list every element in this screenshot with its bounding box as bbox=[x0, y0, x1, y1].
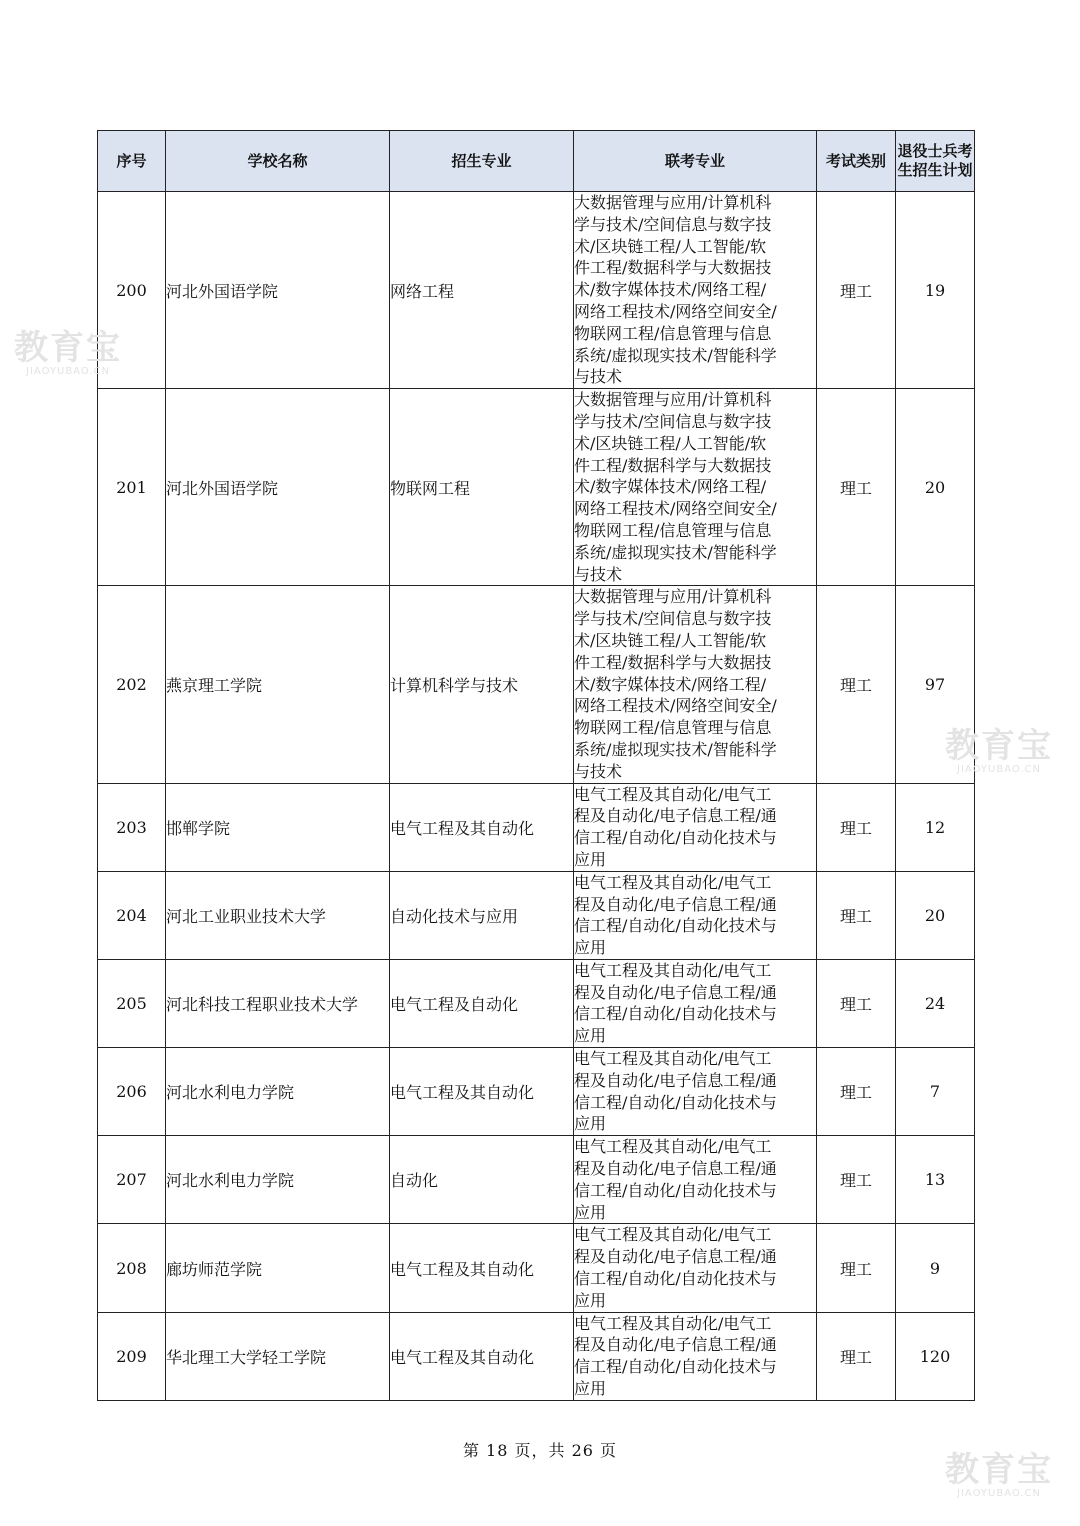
table-header-row bbox=[98, 131, 975, 192]
cell-school: 河北外国语学院 bbox=[166, 389, 390, 586]
cell-index: 203 bbox=[98, 783, 166, 871]
table-row bbox=[98, 959, 975, 1047]
watermark-domain: JIAOYUBAO.CN bbox=[957, 764, 1041, 775]
watermark-logo bbox=[945, 1452, 1053, 1499]
cell-major: 计算机科学与技术 bbox=[390, 586, 574, 783]
cell-category: 理工 bbox=[817, 1048, 896, 1136]
cell-major: 电气工程及其自动化 bbox=[390, 1224, 574, 1312]
page-footer: 第 18 页，共 26 页 bbox=[462, 1441, 618, 1460]
cell-category: 理工 bbox=[817, 1136, 896, 1224]
cell-plan: 24 bbox=[896, 959, 975, 1047]
table-row bbox=[98, 783, 975, 871]
header-school: 学校名称 bbox=[166, 131, 390, 192]
cell-category: 理工 bbox=[817, 586, 896, 783]
cell-category: 理工 bbox=[817, 959, 896, 1047]
cell-index: 200 bbox=[98, 192, 166, 389]
cell-exam-major: 大数据管理与应用/计算机科 学与技术/空间信息与数字技 术/区块链工程/人工智能/软 件工程/数据科学与大数据技 术/数字媒体技术/网络工程/ 网络工程技术/网络空间安全/ 物联网工程/信息管理与信息 系统/虚拟现实技术/智能科学 与技术 bbox=[574, 192, 817, 389]
cell-school: 河北科技工程职业技术大学 bbox=[166, 959, 390, 1047]
cell-plan: 120 bbox=[896, 1312, 975, 1400]
cell-index: 205 bbox=[98, 959, 166, 1047]
cell-plan: 19 bbox=[896, 192, 975, 389]
table-row bbox=[98, 1136, 975, 1224]
header-exam-major: 联考专业 bbox=[574, 131, 817, 192]
cell-school: 河北水利电力学院 bbox=[166, 1136, 390, 1224]
watermark-text: 教育宝 bbox=[945, 1450, 1053, 1490]
header-plan: 退役士兵考生招生计划 bbox=[896, 131, 975, 192]
cell-school: 河北工业职业技术大学 bbox=[166, 871, 390, 959]
table-row bbox=[98, 871, 975, 959]
table-row bbox=[98, 1312, 975, 1400]
cell-exam-major: 电气工程及其自动化/电气工 程及自动化/电子信息工程/通 信工程/自动化/自动化技术与 应用 bbox=[574, 871, 817, 959]
cell-index: 209 bbox=[98, 1312, 166, 1400]
table-row bbox=[98, 1224, 975, 1312]
cell-category: 理工 bbox=[817, 389, 896, 586]
cell-category: 理工 bbox=[817, 192, 896, 389]
cell-category: 理工 bbox=[817, 871, 896, 959]
cell-major: 物联网工程 bbox=[390, 389, 574, 586]
cell-major: 网络工程 bbox=[390, 192, 574, 389]
cell-category: 理工 bbox=[817, 1312, 896, 1400]
cell-plan: 13 bbox=[896, 1136, 975, 1224]
cell-exam-major: 电气工程及其自动化/电气工 程及自动化/电子信息工程/通 信工程/自动化/自动化技术与 应用 bbox=[574, 1312, 817, 1400]
cell-exam-major: 大数据管理与应用/计算机科 学与技术/空间信息与数字技 术/区块链工程/人工智能/软 件工程/数据科学与大数据技 术/数字媒体技术/网络工程/ 网络工程技术/网络空间安全/ 物联网工程/信息管理与信息 系统/虚拟现实技术/智能科学 与技术 bbox=[574, 586, 817, 783]
cell-plan: 12 bbox=[896, 783, 975, 871]
table-row bbox=[98, 389, 975, 586]
table-row bbox=[98, 586, 975, 783]
cell-plan: 7 bbox=[896, 1048, 975, 1136]
cell-index: 204 bbox=[98, 871, 166, 959]
cell-major: 电气工程及其自动化 bbox=[390, 783, 574, 871]
cell-index: 201 bbox=[98, 389, 166, 586]
cell-major: 电气工程及其自动化 bbox=[390, 1048, 574, 1136]
watermark-logo bbox=[14, 330, 122, 377]
cell-school: 河北水利电力学院 bbox=[166, 1048, 390, 1136]
cell-major: 自动化 bbox=[390, 1136, 574, 1224]
cell-school: 燕京理工学院 bbox=[166, 586, 390, 783]
watermark-text: 教育宝 bbox=[14, 328, 122, 368]
header-exam-category: 考试类别 bbox=[817, 131, 896, 192]
enrollment-table bbox=[97, 130, 975, 1401]
watermark-logo bbox=[945, 728, 1053, 775]
cell-school: 河北外国语学院 bbox=[166, 192, 390, 389]
header-major: 招生专业 bbox=[390, 131, 574, 192]
cell-school: 邯郸学院 bbox=[166, 783, 390, 871]
cell-school: 廊坊师范学院 bbox=[166, 1224, 390, 1312]
cell-category: 理工 bbox=[817, 783, 896, 871]
cell-plan: 20 bbox=[896, 389, 975, 586]
watermark-text: 教育宝 bbox=[945, 726, 1053, 766]
cell-index: 207 bbox=[98, 1136, 166, 1224]
cell-major: 电气工程及自动化 bbox=[390, 959, 574, 1047]
cell-exam-major: 电气工程及其自动化/电气工 程及自动化/电子信息工程/通 信工程/自动化/自动化技术与 应用 bbox=[574, 1224, 817, 1312]
cell-index: 206 bbox=[98, 1048, 166, 1136]
cell-exam-major: 电气工程及其自动化/电气工 程及自动化/电子信息工程/通 信工程/自动化/自动化技术与 应用 bbox=[574, 959, 817, 1047]
cell-exam-major: 大数据管理与应用/计算机科 学与技术/空间信息与数字技 术/区块链工程/人工智能/软 件工程/数据科学与大数据技 术/数字媒体技术/网络工程/ 网络工程技术/网络空间安全/ 物联网工程/信息管理与信息 系统/虚拟现实技术/智能科学 与技术 bbox=[574, 389, 817, 586]
cell-plan: 9 bbox=[896, 1224, 975, 1312]
cell-index: 202 bbox=[98, 586, 166, 783]
cell-exam-major: 电气工程及其自动化/电气工 程及自动化/电子信息工程/通 信工程/自动化/自动化技术与 应用 bbox=[574, 1048, 817, 1136]
header-index: 序号 bbox=[98, 131, 166, 192]
cell-major: 自动化技术与应用 bbox=[390, 871, 574, 959]
watermark-domain: JIAOYUBAO.CN bbox=[26, 366, 110, 377]
table-row bbox=[98, 192, 975, 389]
cell-category: 理工 bbox=[817, 1224, 896, 1312]
cell-plan: 20 bbox=[896, 871, 975, 959]
cell-exam-major: 电气工程及其自动化/电气工 程及自动化/电子信息工程/通 信工程/自动化/自动化技术与 应用 bbox=[574, 1136, 817, 1224]
cell-plan: 97 bbox=[896, 586, 975, 783]
cell-index: 208 bbox=[98, 1224, 166, 1312]
cell-major: 电气工程及其自动化 bbox=[390, 1312, 574, 1400]
cell-school: 华北理工大学轻工学院 bbox=[166, 1312, 390, 1400]
cell-exam-major: 电气工程及其自动化/电气工 程及自动化/电子信息工程/通 信工程/自动化/自动化技术与 应用 bbox=[574, 783, 817, 871]
watermark-domain: JIAOYUBAO.CN bbox=[957, 1488, 1041, 1499]
table-row bbox=[98, 1048, 975, 1136]
